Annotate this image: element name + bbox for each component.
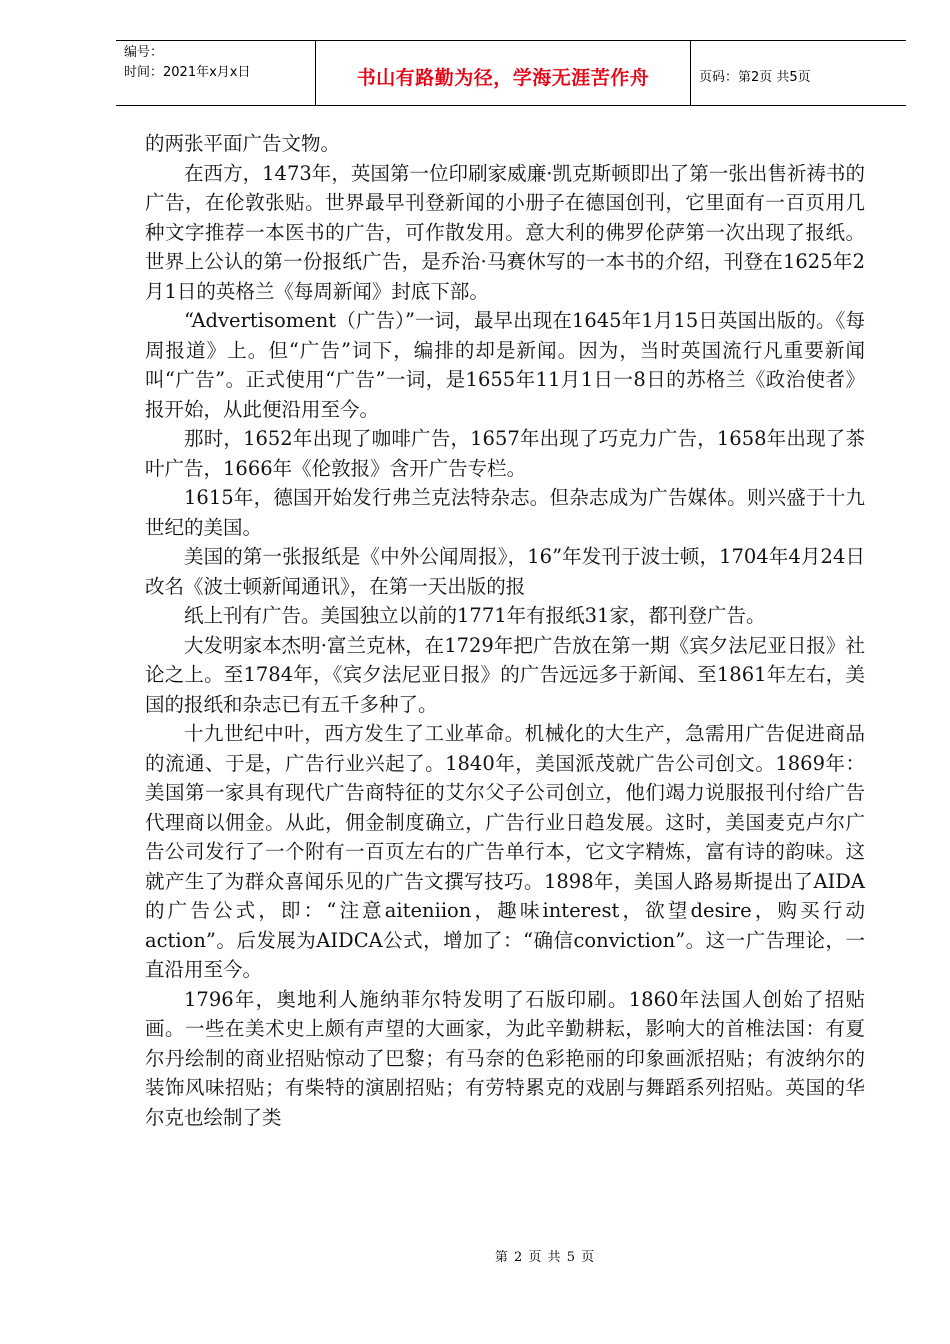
document-code-label: 编号： bbox=[124, 45, 164, 60]
header-page-number: 页码：第2页 共5页 bbox=[699, 69, 811, 85]
page-header bbox=[116, 40, 906, 106]
paragraph: “Advertisoment（广告）”一词，最早出现在1645年1月15日英国出版的。《每周报道》上。但“广告”词下，编排的却是新闻。因为，当时英国流行凡重要新闻叫“广告”。正式使用“广告”一词，是1655年11月1日一8日的苏格兰《政治使者》报开始，从此便沿用至今。 bbox=[145, 309, 865, 421]
document-body bbox=[145, 129, 865, 1132]
paragraph: 的两张平面广告文物。 bbox=[145, 132, 341, 155]
header-motto-cell bbox=[316, 41, 691, 105]
document-time-label: 时间：2021年x月x日 bbox=[124, 65, 251, 80]
header-meta bbox=[116, 41, 316, 105]
paragraph: 纸上刊有广告。美国独立以前的1771年有报纸31家，都刊登广告。 bbox=[184, 604, 766, 627]
paragraph: 1615年，德国开始发行弗兰克法特杂志。但杂志成为广告媒体。则兴盛于十九世纪的美国。 bbox=[145, 486, 865, 539]
paragraph: 美国的第一张报纸是《中外公闻周报》，16”年发刊于波士顿，1704年4月24日改名《波士顿新闻通讯》，在第一天出版的报 bbox=[145, 545, 865, 598]
header-motto: 书山有路勤为径，学海无涯苦作舟 bbox=[356, 66, 650, 89]
paragraph: 1796年，奥地利人施纳菲尔特发明了石版印刷。1860年法国人创始了招贴画。一些在美术史上颇有声望的大画家，为此辛勤耕耘，影响大的首椎法国：有夏尔丹绘制的商业招贴惊动了巴黎；有马奈的色彩艳丽的印象画派招贴；有波纳尔的装饰风味招贴；有柴特的演剧招贴；有劳特累克的戏剧与舞蹈系列招贴。英国的华尔克也绘制了类 bbox=[145, 987, 865, 1129]
footer-page-number: 第 2 页 共 5 页 bbox=[494, 1250, 596, 1265]
page-footer bbox=[0, 1246, 950, 1265]
header-page-cell bbox=[691, 41, 906, 105]
paragraph: 那时，1652年出现了咖啡广告，1657年出现了巧克力广告，1658年出现了茶叶广告，1666年《伦敦报》含开广告专栏。 bbox=[145, 427, 865, 480]
paragraph: 大发明家本杰明·富兰克林，在1729年把广告放在第一期《宾夕法尼亚日报》社论之上。至1784年，《宾夕法尼亚日报》的广告远远多于新闻、至1861年左右，美国的报纸和杂志已有五千多种了。 bbox=[145, 633, 865, 716]
paragraph: 十九世纪中叶，西方发生了工业革命。机械化的大生产，急需用广告促进商品的流通、于是，广告行业兴起了。1840年，美国派茂就广告公司创文。1869年：美国第一家具有现代广告商特征的艾尔父子公司创立，他们竭力说服报刊付给广告代理商以佣金。从此，佣金制度确立，广告行业日趋发展。这时，美国麦克卢尔广告公司发行了一个附有一百页左右的广告单行本，它文字精炼，富有诗的韵味。这就产生了为群众喜闻乐见的广告文撰写技巧。1898年，美国人路易斯提出了AIDA的广告公式，即：“注意aiteniion，趣味interest，欲望desire，购买行动action”。后发展为AIDCA公式，增加了：“确信conviction”。这一广告理论，一直沿用至今。 bbox=[145, 722, 865, 981]
paragraph: 在西方，1473年，英国第一位印刷家威廉·凯克斯顿即出了第一张出售祈祷书的广告，在伦敦张贴。世界最早刊登新闻的小册子在德国创刊，它里面有一百页用几种文字推荐一本医书的广告，可作散发用。意大利的佛罗伦萨第一次出现了报纸。世界上公认的第一份报纸广告，是乔治·马赛休写的一本书的介绍，刊登在1625年2月1日的英格兰《每周新闻》封底下部。 bbox=[145, 161, 865, 303]
